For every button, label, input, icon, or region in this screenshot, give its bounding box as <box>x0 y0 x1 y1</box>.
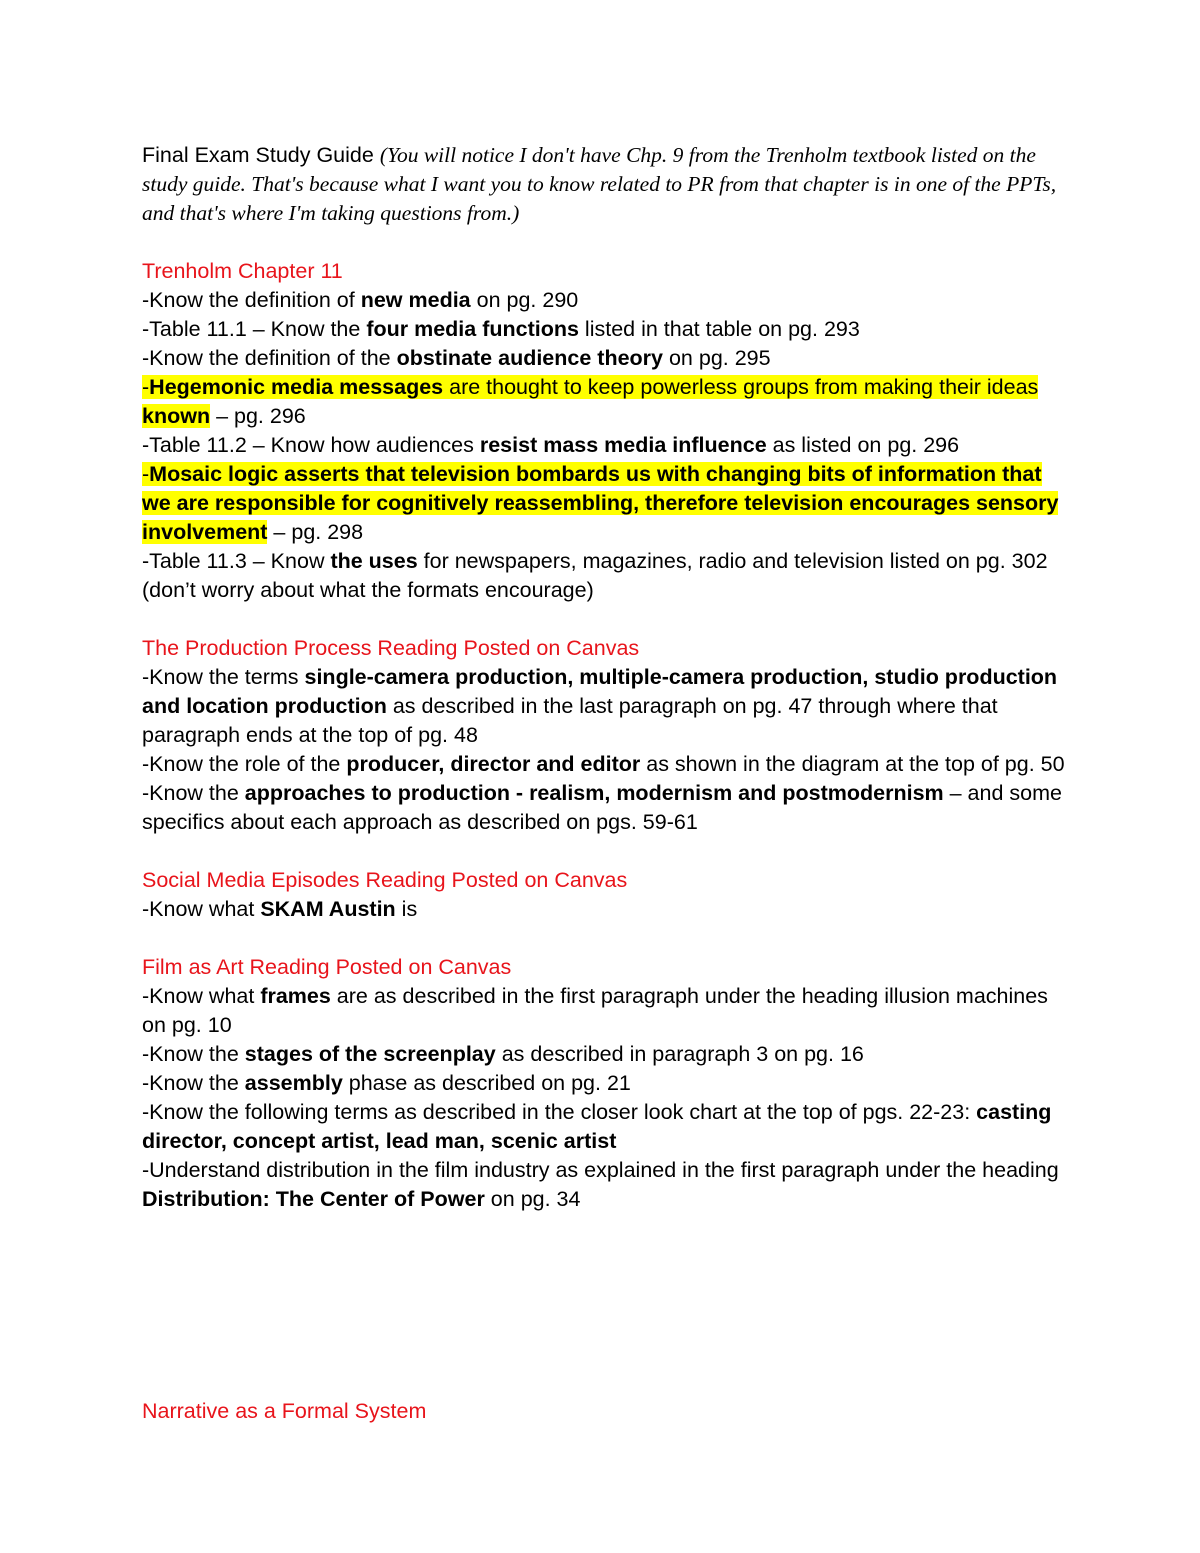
list-item: -Know the assembly phase as described on pg. 21 <box>142 1071 631 1095</box>
list-item: -Table 11.2 – Know how audiences resist mass media influence as listed on pg. 296 <box>142 433 960 457</box>
spacer <box>142 228 1072 257</box>
list-item: -Know the following terms as described in the closer look chart at the top of pgs. 22-23: casting director, concept artist, lead man, scenic artist <box>142 1100 1052 1153</box>
list-item: -Know the terms single-camera production, multiple-camera production, studio production and location production as described in the last paragraph on pg. 47 through where that paragraph ends at the top of pg. 48 <box>142 665 1058 747</box>
list-item: -Know what frames are as described in the first paragraph under the heading illusion machines on pg. 10 <box>142 984 1048 1037</box>
spacer <box>142 605 1072 634</box>
list-item: -Table 11.1 – Know the four media functions listed in that table on pg. 293 <box>142 317 860 341</box>
list-item: -Know the approaches to production - realism, modernism and postmodernism – and some specifics about each approach as described on pgs. 59-61 <box>142 781 1062 834</box>
spacer <box>142 924 1072 953</box>
section-heading-trenholm: Trenholm Chapter 11 <box>142 259 343 283</box>
page-title: Final Exam Study Guide <box>142 143 374 167</box>
list-item: -Know the definition of the obstinate audience theory on pg. 295 <box>142 346 771 370</box>
highlighted-list-item: -Hegemonic media messages are thought to keep powerless groups from making their ideas known – pg. 296 <box>142 375 1039 428</box>
title-note: (You will notice I don't have Chp. 9 from the Trenholm textbook listed on the study guide. That's because what I want you to know related to PR from that chapter is in one of the PPTs, and that's where I'm taking questions from.) <box>142 143 1057 225</box>
study-guide-body <box>142 141 1072 1214</box>
list-item: -Know the stages of the screenplay as described in paragraph 3 on pg. 16 <box>142 1042 864 1066</box>
list-item: -Know what SKAM Austin is <box>142 897 418 921</box>
section-heading-production-process: The Production Process Reading Posted on Canvas <box>142 636 640 660</box>
spacer <box>142 837 1072 866</box>
highlighted-list-item: -Mosaic logic asserts that television bombards us with changing bits of information that we are responsible for cognitively reassembling, therefore television encourages sensory involvement – pg. 298 <box>142 462 1059 544</box>
list-item: -Know the role of the producer, director and editor as shown in the diagram at the top of pg. 50 <box>142 752 1065 776</box>
section-heading-narrative: Narrative as a Formal System <box>142 1398 427 1423</box>
section-heading-social-media: Social Media Episodes Reading Posted on Canvas <box>142 868 628 892</box>
title-paragraph <box>142 141 1072 228</box>
list-item: -Know the definition of new media on pg. 290 <box>142 288 579 312</box>
list-item: -Understand distribution in the film industry as explained in the first paragraph under the heading Distribution: The Center of Power on pg. 34 <box>142 1158 1059 1211</box>
section-heading-film-as-art: Film as Art Reading Posted on Canvas <box>142 955 512 979</box>
list-item: -Table 11.3 – Know the uses for newspapers, magazines, radio and television listed on pg. 302 (don’t worry about what the formats encourage) <box>142 549 1048 602</box>
